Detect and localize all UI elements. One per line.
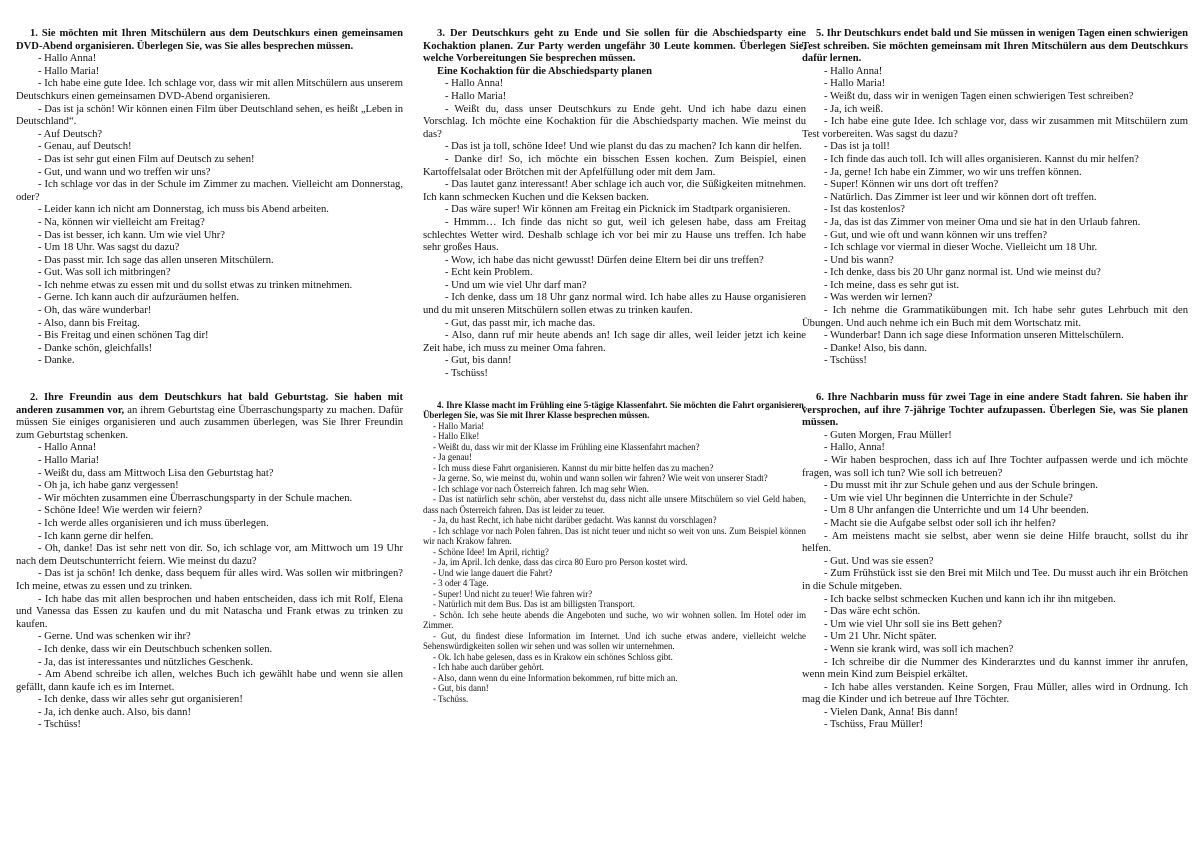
task-2-heading-bold: 2. Ihre Freundin aus dem Deutschkurs hat bald Geburtstag. Sie haben mit anderen zusammen vor, — [16, 392, 403, 416]
dialogue-line: - Weißt du, dass unser Deutschkurs zu Ende geht. Und ich habe dazu einen Vorschlag. Ich möchte eine Kochaktion für die Abschiedsparty machen. Wie meinst du das? — [423, 103, 806, 140]
task-4-dialogue — [423, 421, 806, 705]
dialogue-line: - Was werden wir lernen? — [824, 292, 933, 304]
dialogue-line: - Also, dann ruf mir heute abends an! Ich sage dir alles, weil leider jetzt ich keine Zeit habe, ich muss zu meiner Oma fahren. — [423, 330, 806, 354]
dialogue-line: - Danke! Also, bis dann. — [824, 342, 927, 354]
dialogue-line: - Oh, danke! Das ist sehr nett von dir. So, ich schlage vor, am Mittwoch um 19 Uhr nach dem Deutschunterricht feiern. Wie meinst du dazu? — [16, 543, 403, 567]
dialogue-line: - 3 oder 4 Tage. — [433, 578, 489, 589]
task-5-heading: 5. Ihr Deutschkurs endet bald und Sie müssen in wenigen Tagen einen schwierigen Test schreiben. Sie möchten gemeinsam mit Ihren Mitschülern aus dem Deutschkurs dafür lernen. — [802, 28, 1188, 65]
dialogue-line: - Ich denke, dass wir ein Deutschbuch schenken sollen. — [38, 643, 273, 655]
task-2-heading — [16, 392, 403, 442]
dialogue-line: - Ich backe selbst schmecken Kuchen und kann ich ihr ihn mitgeben. — [824, 593, 1116, 605]
dialogue-line: - Ja, im April. Ich denke, dass das circa 80 Euro pro Person kostet wird. — [433, 557, 688, 568]
dialogue-line: - Ich schlage vor viermal in dieser Woche. Vielleicht um 18 Uhr. — [824, 242, 1098, 254]
dialogue-line: - Hallo Maria! — [38, 455, 100, 466]
task-3-subheading: Eine Kochaktion für die Abschiedsparty planen — [437, 65, 652, 77]
dialogue-line: - Tschüss! — [445, 368, 488, 380]
dialogue-line: - Genau, auf Deutsch! — [38, 141, 132, 153]
dialogue-line: - Um 21 Uhr. Nicht später. — [824, 631, 937, 643]
dialogue-line: - Hallo Anna! — [445, 78, 504, 90]
task-1 — [16, 28, 403, 368]
dialogue-line: - Ja, das ist interessantes und nützliches Geschenk. — [38, 656, 254, 668]
dialogue-line: - Danke schön, gleichfalls! — [38, 342, 153, 354]
task-6-dialogue — [802, 430, 1188, 732]
dialogue-line: - Wir möchten zusammen eine Überraschungsparty in der Schule machen. — [38, 492, 353, 504]
dialogue-line: - Ja, du hast Recht, ich habe nicht darüber gedacht. Was kannst du vorschlagen? — [433, 515, 717, 526]
dialogue-line: - Wunderbar! Dann ich sage diese Information unseren Mittelschülern. — [824, 330, 1124, 342]
dialogue-line: - Gut, du findest diese Information im Internet. Und ich suche etwas andere, vielleicht welche Sehenswürdigkeiten sollen wir sehen und was sollen wir unternehmen. — [423, 630, 806, 652]
dialogue-line: - Und bis wann? — [824, 254, 894, 266]
dialogue-line: - Ich habe eine gute Idee. Ich schlage vor, dass wir zusammen mit Mitschülern zum Test vorbereiten. Was sagst du dazu? — [802, 116, 1188, 140]
dialogue-line: - Macht sie die Aufgabe selbst oder soll ich ihr helfen? — [824, 517, 1056, 529]
column-1 — [16, 28, 403, 732]
dialogue-line: - Das ist besser, ich kann. Um wie viel Uhr? — [38, 229, 225, 241]
dialogue-line: - Ich muss diese Fahrt organisieren. Kannst du mir bitte helfen das zu machen? — [433, 462, 714, 473]
dialogue-line: - Das passt mir. Ich sage das allen unseren Mitschülern. — [38, 254, 274, 266]
dialogue-line: - Ich schlage vor nach Österreich fahren. Ich mag sehr Wien. — [433, 483, 649, 494]
dialogue-line: - Gut, bis dann! — [433, 683, 489, 694]
task-5-dialogue — [802, 66, 1188, 368]
dialogue-line: - Das wäre echt schön. — [824, 606, 921, 618]
dialogue-line: - Hallo Maria! — [445, 90, 507, 102]
dialogue-line: - Schön. Ich sehe heute abends die Angeboten und suche, wo wir wohnen sollen. Im Hotel oder im Zimmer. — [423, 609, 806, 631]
dialogue-line: - Bis Freitag und einen schönen Tag dir! — [38, 330, 209, 342]
dialogue-line: - Ok. Ich habe gelesen, dass es in Krakow ein schönes Schloss gibt. — [433, 651, 673, 662]
dialogue-line: - Vielen Dank, Anna! Bis dann! — [824, 706, 958, 718]
dialogue-line: - Hallo Maria! — [433, 420, 485, 431]
dialogue-line: - Am Abend schreibe ich allen, welches Buch ich gewählt habe und wenn sie allen gefällt, dann kaufe ich es im Internet. — [16, 669, 403, 693]
task-3 — [423, 28, 806, 381]
dialogue-line: - Danke. — [38, 355, 75, 367]
dialogue-line: - Ich habe das mit allen besprochen und haben entscheiden, dass ich mit Rolf, Elena und Vanessa das Essen zu kaufen und du mit Natascha und Frank etwas zu trinken zu kaufen. — [16, 593, 403, 630]
dialogue-line: - Ja gerne. So, wie meinst du, wohin und wann sollen wir fahren? Wie weit von unserer Stadt? — [433, 473, 768, 484]
dialogue-line: - Und wie lange dauert die Fahrt? — [433, 567, 553, 578]
task-2-heading-rest: an ihrem Geburtstag eine Überraschungsparty zu machen. Dafür müssen Sie einiges organisieren und auch zusammen überlegen, was Sie Ihrer Freundin zum Geburtstag schenken. — [16, 404, 403, 441]
dialogue-line: - Schöne Idee! Im April, richtig? — [433, 546, 549, 557]
dialogue-line: - Hmmm… Ich finde das nicht so gut, weil ich gelesen habe, dass am Freitag schlechtes Wetter wird. Deshalb schlage ich vor bei mir zu Hause uns treffen. Ich habe sehr großes Haus. — [423, 216, 806, 254]
dialogue-line: - Leider kann ich nicht am Donnerstag, ich muss bis Abend arbeiten. — [38, 204, 329, 216]
dialogue-line: - Weißt du, dass am Mittwoch Lisa den Geburtstag hat? — [38, 467, 274, 479]
dialogue-line: - Das ist ja schön! Ich denke, dass bequem für alles wird. Was sollen wir mitbringen? Ich meine, etwas zu essen und zu trinken. — [16, 568, 403, 592]
task-1-dialogue — [16, 53, 403, 368]
dialogue-line: - Um wie viel Uhr beginnen die Unterrichte in der Schule? — [824, 492, 1073, 504]
dialogue-line: - Schöne Idee! Wie werden wir feiern? — [38, 505, 203, 517]
dialogue-line: - Natürlich. Das Zimmer ist leer und wir können dort oft treffen. — [824, 191, 1097, 203]
dialogue-line: - Zum Frühstück isst sie den Brei mit Milch und Tee. Du musst auch ihr ein Brötchen in die Schule mitgeben. — [802, 568, 1188, 592]
dialogue-line: - Gerne. Und was schenken wir ihr? — [38, 631, 191, 643]
dialogue-line: - Oh ja, ich habe ganz vergessen! — [38, 480, 179, 492]
dialogue-line: - Ja, gerne! Ich habe ein Zimmer, wo wir uns treffen können. — [824, 166, 1082, 178]
dialogue-line: - Und um wie viel Uhr darf man? — [445, 279, 587, 291]
dialogue-line: - Ich habe eine gute Idee. Ich schlage vor, dass wir mit allen Mitschülern aus unserem Deutschkurs einen gemeinsamen DVD-Abend organisieren. — [16, 78, 403, 102]
dialogue-line: - Tschüss! — [38, 719, 81, 731]
task-6-heading: 6. Ihre Nachbarin muss für zwei Tage in eine andere Stadt fahren. Sie haben ihr versprochen, auf ihre 7-jährige Tochter aufzupassen. Überlegen Sie, was Sie planen müssen. — [802, 392, 1188, 429]
dialogue-line: - Ich meine, dass es sehr gut ist. — [824, 279, 960, 291]
dialogue-line: - Ich finde das auch toll. Ich will alles organisieren. Kannst du mir helfen? — [824, 153, 1139, 165]
task-6 — [802, 392, 1188, 732]
dialogue-line: - Du musst mit ihr zur Schule gehen und aus der Schule bringen. — [824, 480, 1098, 492]
task-2 — [16, 392, 403, 732]
dialogue-line: - Also, dann bis Freitag. — [38, 317, 140, 329]
dialogue-line: - Um wie viel Uhr soll sie ins Bett gehen? — [824, 618, 1002, 630]
dialogue-line: - Ich werde alles organisieren und ich muss überlegen. — [38, 517, 269, 529]
dialogue-line: - Am meistens macht sie selbst, aber wenn sie deine Hilfe braucht, sollst du ihr helfen. — [802, 530, 1188, 555]
dialogue-line: - Ist das kostenlos? — [824, 204, 905, 216]
column-2 — [423, 28, 806, 704]
dialogue-line: - Hallo Anna! — [38, 442, 97, 454]
task-5 — [802, 28, 1188, 368]
dialogue-line: - Um 18 Uhr. Was sagst du dazu? — [38, 242, 180, 254]
dialogue-line: - Gut. Und was sie essen? — [824, 555, 934, 567]
dialogue-line: - Gerne. Ich kann auch dir aufzuräumen helfen. — [38, 292, 239, 304]
dialogue-line: - Gut, das passt mir, ich mache das. — [445, 317, 596, 329]
dialogue-line: - Super! Können wir uns dort oft treffen? — [824, 179, 999, 191]
dialogue-line: - Also, dann wenn du eine Information bekommen, ruf bitte mich an. — [433, 672, 678, 683]
dialogue-line: - Ja, ich weiß. — [824, 103, 884, 115]
dialogue-line: - Danke dir! So, ich möchte ein bisschen Essen kochen. Zum Beispiel, einen Kartoffelsalat oder Brötchen mit der Apfelfüllung oder mit dem Jam. — [423, 153, 806, 178]
dialogue-line: - Oh, das wäre wunderbar! — [38, 305, 152, 317]
dialogue-line: - Na, können wir vielleicht am Freitag? — [38, 216, 205, 228]
dialogue-line: - Gut, bis dann! — [445, 355, 512, 367]
dialogue-line: - Um 8 Uhr anfangen die Unterrichte und um 14 Uhr beenden. — [824, 505, 1089, 517]
dialogue-line: - Echt kein Problem. — [445, 267, 533, 279]
task-2-dialogue — [16, 442, 403, 732]
dialogue-line: - Hallo Maria! — [824, 78, 886, 90]
dialogue-line: - Das wäre super! Wir können am Freitag ein Picknick im Stadtpark organisieren. — [445, 204, 791, 216]
dialogue-line: - Ich denke, dass wir alles sehr gut organisieren! — [38, 694, 243, 706]
dialogue-line: - Das ist ja toll! — [824, 141, 890, 153]
dialogue-line: - Ich schlage vor nach Polen fahren. Das ist nicht teuer und nicht so weit von uns. Zum Beispiel können wir nach Krakow fahren. — [423, 525, 806, 547]
task-3-dialogue — [423, 78, 806, 380]
dialogue-line: - Hallo Anna! — [824, 65, 883, 77]
dialogue-line: - Das ist natürlich sehr schön, aber verstehst du, dass nicht alle unsere Mitschülern so viel Geld haben, dass nach Österreich fahren. Das ist leider zu teuer. — [423, 494, 806, 515]
dialogue-line: - Weißt du, dass wir mit der Klasse im Frühling eine Klassenfahrt machen? — [433, 441, 700, 452]
dialogue-line: - Ich nehme etwas zu essen mit und du sollst etwas zu trinken mitnehmen. — [38, 279, 353, 291]
dialogue-line: - Wow, ich habe das nicht gewusst! Dürfen deine Eltern bei dir uns treffen? — [445, 254, 764, 266]
dialogue-line: - Das lautet ganz interessant! Aber schlage ich auch vor, die Süßigkeiten mitnehmen. Ich kann schmecken Kuchen und die Keksen backen. — [423, 179, 806, 203]
dialogue-line: - Hallo, Anna! — [824, 442, 885, 454]
dialogue-line: - Natürlich mit dem Bus. Das ist am billigsten Transport. — [433, 599, 635, 610]
column-3 — [802, 28, 1188, 732]
dialogue-line: - Hallo Maria! — [38, 65, 100, 77]
task-3-heading: 3. Der Deutschkurs geht zu Ende und Sie sollen für die Abschiedsparty eine Kochaktion planen. Zur Party werden ungefähr 30 Leute kommen. Überlegen Sie, welche Vorbereitungen Sie besprechen müssen. — [423, 28, 806, 65]
dialogue-line: - Tschüss! — [824, 355, 867, 367]
task-1-heading: 1. Sie möchten mit Ihren Mitschülern aus dem Deutschkurs einen gemeinsamen DVD-Abend organisieren. Überlegen Sie, was Sie alles besprechen müssen. — [16, 28, 403, 52]
dialogue-line: - Ja, das ist das Zimmer von meiner Oma und sie hat in den Urlaub fahren. — [824, 216, 1141, 228]
dialogue-line: - Ich nehme die Grammatikübungen mit. Ich habe sehr gutes Lehrbuch mit den Übungen. Und auch nehme ich ein Buch mit dem Wortschatz mit. — [802, 305, 1188, 329]
dialogue-line: - Ich schreibe dir die Nummer des Kinderarztes und du kannst immer ihr anrufen, wenn mein Kind zum Beispiel erkältet. — [802, 656, 1188, 681]
task-4-heading: 4. Ihre Klasse macht im Frühling eine 5-tägige Klassenfahrt. Sie möchten die Fahrt organisieren. Überlegen Sie, was Sie mit Ihrer Klasse besprechen müssen. — [423, 399, 806, 421]
dialogue-line: - Hallo Elke! — [433, 431, 480, 442]
dialogue-line: - Ich denke, dass bis 20 Uhr ganz normal ist. Und wie meinst du? — [824, 267, 1101, 279]
dialogue-line: - Gut. Was soll ich mitbringen? — [38, 267, 171, 279]
dialogue-line: - Hallo Anna! — [38, 53, 97, 65]
dialogue-line: - Wenn sie krank wird, was soll ich machen? — [824, 643, 1014, 655]
dialogue-line: - Weißt du, dass wir in wenigen Tagen einen schwierigen Test schreiben? — [824, 90, 1134, 102]
dialogue-line: - Ich habe auch darüber gehört. — [433, 662, 544, 673]
dialogue-line: - Ja genau! — [433, 452, 472, 463]
dialogue-line: - Das ist ja toll, schöne Idee! Und wie planst du das zu machen? Ich kann dir helfen. — [445, 141, 802, 153]
dialogue-line: - Das ist ja schön! Wir können einen Film über Deutschland sehen, es heißt „Leben in Deutschland“. — [16, 103, 403, 128]
dialogue-line: - Tschüss, Frau Müller! — [824, 719, 924, 731]
dialogue-line: - Auf Deutsch? — [38, 128, 103, 140]
dialogue-line: - Ja, ich denke auch. Also, bis dann! — [38, 706, 191, 718]
document-page — [16, 28, 1188, 840]
dialogue-line: - Tschüss. — [433, 693, 469, 704]
dialogue-line: - Ich kann gerne dir helfen. — [38, 530, 154, 542]
dialogue-line: - Guten Morgen, Frau Müller! — [824, 429, 952, 441]
dialogue-line: - Gut, und wann und wo treffen wir uns? — [38, 166, 211, 178]
dialogue-line: - Gut, und wie oft und wann können wir uns treffen? — [824, 229, 1048, 241]
dialogue-line: - Das ist sehr gut einen Film auf Deutsch zu sehen! — [38, 153, 255, 165]
dialogue-line: - Ich habe alles verstanden. Keine Sorgen, Frau Müller, alles wird in Ordnung. Ich mag die Kinder und ich betreue auf Ihre Töchter. — [802, 681, 1188, 706]
dialogue-line: - Ich denke, dass um 18 Uhr ganz normal wird. Ich habe alles zu Hause organisieren und du mit unseren Mitschülern sollen etwas zu trinken kaufen. — [423, 292, 806, 317]
dialogue-line: - Wir haben besprochen, dass ich auf Ihre Tochter aufpassen werde und ich möchte fragen, was soll ich tun? Wie soll ich betreuen? — [802, 455, 1188, 479]
task-4 — [423, 400, 806, 705]
dialogue-line: - Ich schlage vor das in der Schule im Zimmer zu machen. Vielleicht am Donnerstag, oder? — [16, 179, 403, 203]
dialogue-line: - Super! Und nicht zu teuer! Wie fahren wir? — [433, 588, 593, 599]
